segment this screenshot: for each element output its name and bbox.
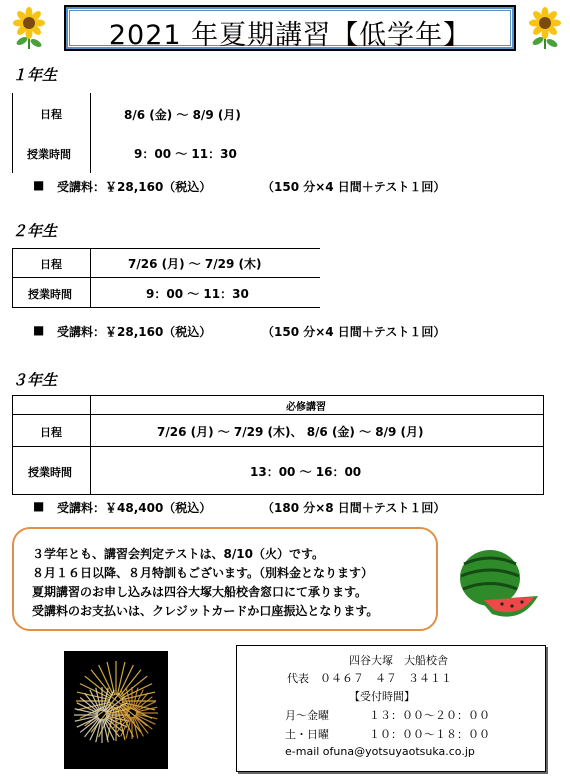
contact-weekend-label: 土・日曜 bbox=[285, 728, 329, 741]
notice-line-3: 夏期講習のお申し込みは四谷大塚大船校舎窓口にて承ります。 bbox=[32, 585, 368, 599]
grade2-fee-bullet: ■ bbox=[33, 323, 45, 337]
contact-hours-title: 【受付時間】 bbox=[349, 690, 415, 703]
fireworks-image bbox=[64, 651, 168, 769]
grade1-fee-bullet: ■ bbox=[33, 178, 45, 192]
grade2-time-label: 授業時間 bbox=[28, 288, 72, 301]
grade3-course-header: 必修講習 bbox=[286, 402, 326, 413]
grade3-schedule-value: 7/26 (月) ～ 7/29 (木)、 8/6 (金) ～ 8/9 (月) bbox=[157, 425, 424, 439]
contact-weekday-label: 月～金曜 bbox=[285, 709, 329, 722]
grade3-fee-bullet: ■ bbox=[33, 499, 45, 513]
notice-box bbox=[12, 527, 438, 631]
grade1-schedule-value: 8/6 (金) ～ 8/9 (月) bbox=[124, 108, 241, 122]
grade2-schedule-label: 日程 bbox=[40, 258, 62, 271]
title-box bbox=[64, 5, 516, 51]
grade3-schedule-label: 日程 bbox=[40, 426, 62, 439]
grade1-heading: １年生 bbox=[12, 66, 58, 84]
contact-school: 四谷大塚 大船校舎 bbox=[349, 654, 448, 667]
contact-phone: 代表 ０４６７ ４７ ３４１１ bbox=[287, 672, 452, 685]
grade1-time-value: 9：00 ～ 11：30 bbox=[134, 147, 237, 161]
watermelon-icon bbox=[452, 544, 542, 624]
notice-line-4: 受講料のお支払いは、クレジットカードか口座振込となります。 bbox=[32, 604, 379, 618]
notice-line-2: ８月１６日以降、８月特訓もございます。（別料金となります） bbox=[32, 566, 374, 580]
grade3-fee: 受講料：￥48,400（税込） bbox=[57, 501, 212, 515]
contact-weekend-hours: １０：００～１８：００ bbox=[369, 728, 490, 741]
grade2-time-value: 9：00 ～ 11：30 bbox=[146, 287, 249, 301]
contact-email: e-mail ofuna@yotsuyaotsuka.co.jp bbox=[285, 745, 475, 758]
grade3-fee-detail: （180 分×8 日間＋テスト１回） bbox=[262, 501, 446, 515]
grade1-time-label: 授業時間 bbox=[27, 148, 71, 161]
grade1-fee: 受講料：￥28,160（税込） bbox=[57, 180, 212, 194]
grade3-time-label: 授業時間 bbox=[28, 466, 72, 479]
contact-box bbox=[236, 645, 546, 772]
grade2-heading: ２年生 bbox=[12, 222, 58, 240]
grade1-schedule-label: 日程 bbox=[40, 108, 62, 121]
contact-weekday-hours: １３：００～２０：００ bbox=[369, 709, 490, 722]
grade1-fee-detail: （150 分×4 日間＋テスト１回） bbox=[262, 180, 446, 194]
sunflower-right-icon bbox=[526, 5, 564, 49]
grade2-schedule-value: 7/26 (月) ～ 7/29 (木) bbox=[128, 257, 262, 271]
notice-line-1: ３学年とも、講習会判定テストは、8/10（火）です。 bbox=[32, 547, 324, 561]
grade3-time-value: 13：00 ～ 16：00 bbox=[250, 465, 362, 479]
grade3-heading: ３年生 bbox=[12, 371, 58, 389]
page-title: 2021 年夏期講習【低学年】 bbox=[108, 20, 472, 51]
sunflower-left-icon bbox=[10, 5, 48, 49]
grade2-fee: 受講料：￥28,160（税込） bbox=[57, 325, 212, 339]
grade2-fee-detail: （150 分×4 日間＋テスト１回） bbox=[262, 325, 446, 339]
